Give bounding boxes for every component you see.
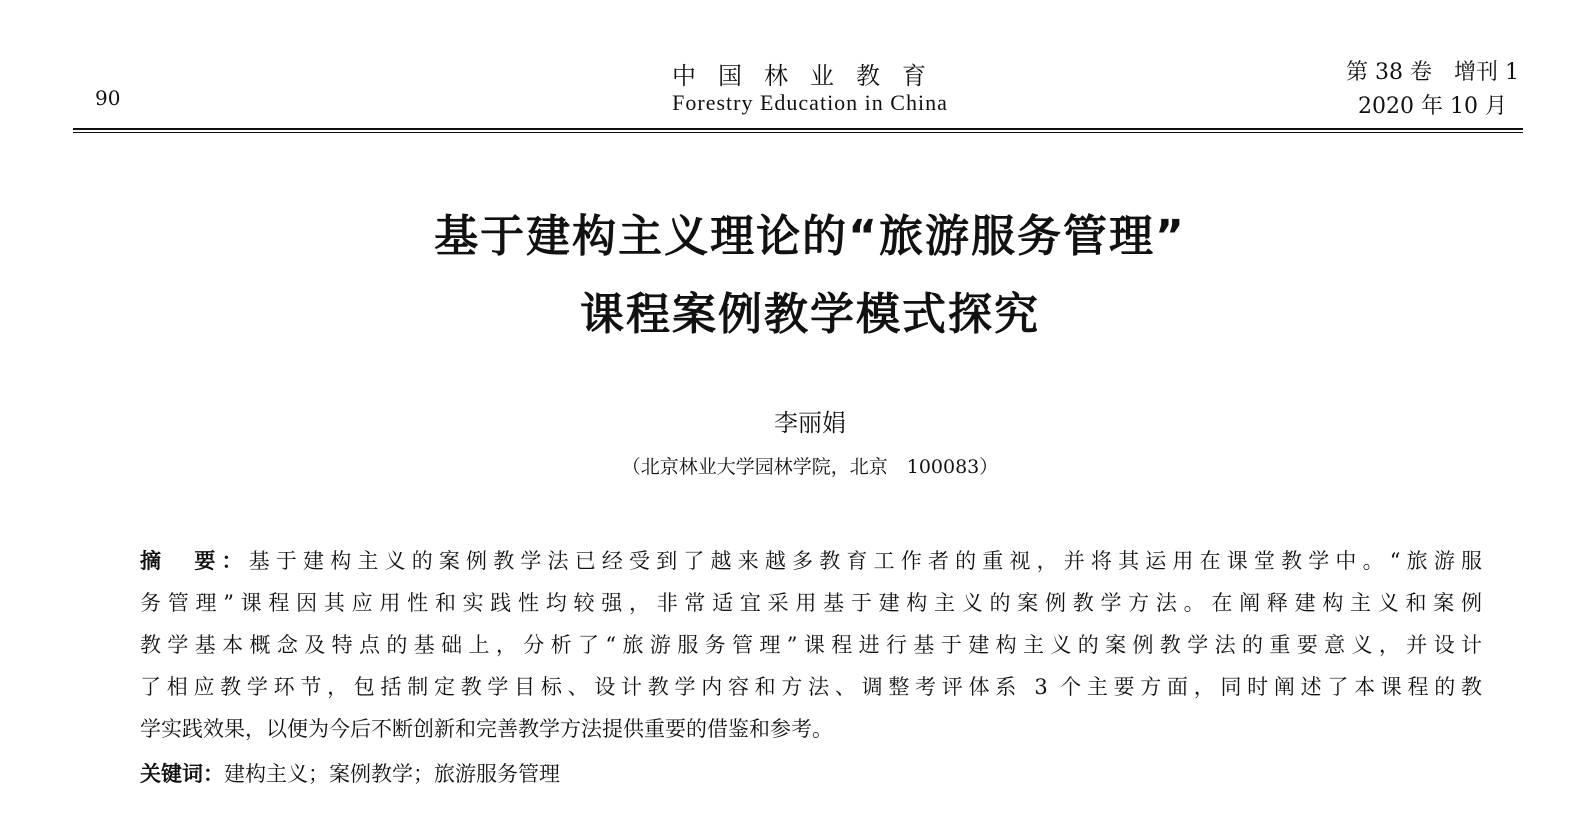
issue-info: [1346, 56, 1519, 124]
journal-title-en: Forestry Education in China: [672, 90, 948, 115]
journal-title-cn: 中国林业教育: [672, 62, 948, 90]
abstract-line: 务管理”课程因其应用性和实践性均较强，非常适宜采用基于建构主义的案例教学方法。在阐释建构主义和案例: [140, 591, 1482, 615]
article-title: [0, 198, 1591, 354]
abstract-line: 教学基本概念及特点的基础上，分析了“旅游服务管理”课程进行基于建构主义的案例教学法的重要意义，并设计: [140, 633, 1482, 657]
abstract-line: 学实践效果，以便为今后不断创新和完善教学方法提供重要的借鉴和参考。: [140, 717, 833, 741]
abstract-line: 了相应教学环节，包括制定教学目标、设计教学内容和方法、调整考评体系 3 个主要方面，同时阐述了本课程的教: [140, 675, 1482, 699]
volume: 第 38 卷 增刊 1: [1346, 60, 1519, 85]
header-rule: [73, 128, 1523, 130]
keywords-value: 建构主义；案例教学；旅游服务管理: [224, 762, 560, 786]
abstract: [140, 540, 1482, 750]
abstract-line: 摘 要：基于建构主义的案例教学法已经受到了越来越多教育工作者的重视，并将其运用在课堂教学中。“旅游服: [140, 549, 1483, 573]
keywords: [140, 758, 560, 788]
issue-date: 2020 年 10 月: [1358, 94, 1507, 119]
title-line: 课程案例教学模式探究: [580, 289, 1040, 340]
page-number: 90: [95, 86, 121, 110]
keywords-label: 关键词：: [140, 762, 224, 786]
author: 李丽娟: [774, 409, 846, 437]
abstract-label: 摘 要：: [140, 549, 249, 573]
header-rule-thin: [73, 132, 1523, 133]
affiliation: （北京林业大学园林学院，北京 100083）: [621, 456, 999, 478]
title-line: 基于建构主义理论的“旅游服务管理”: [434, 211, 1186, 262]
